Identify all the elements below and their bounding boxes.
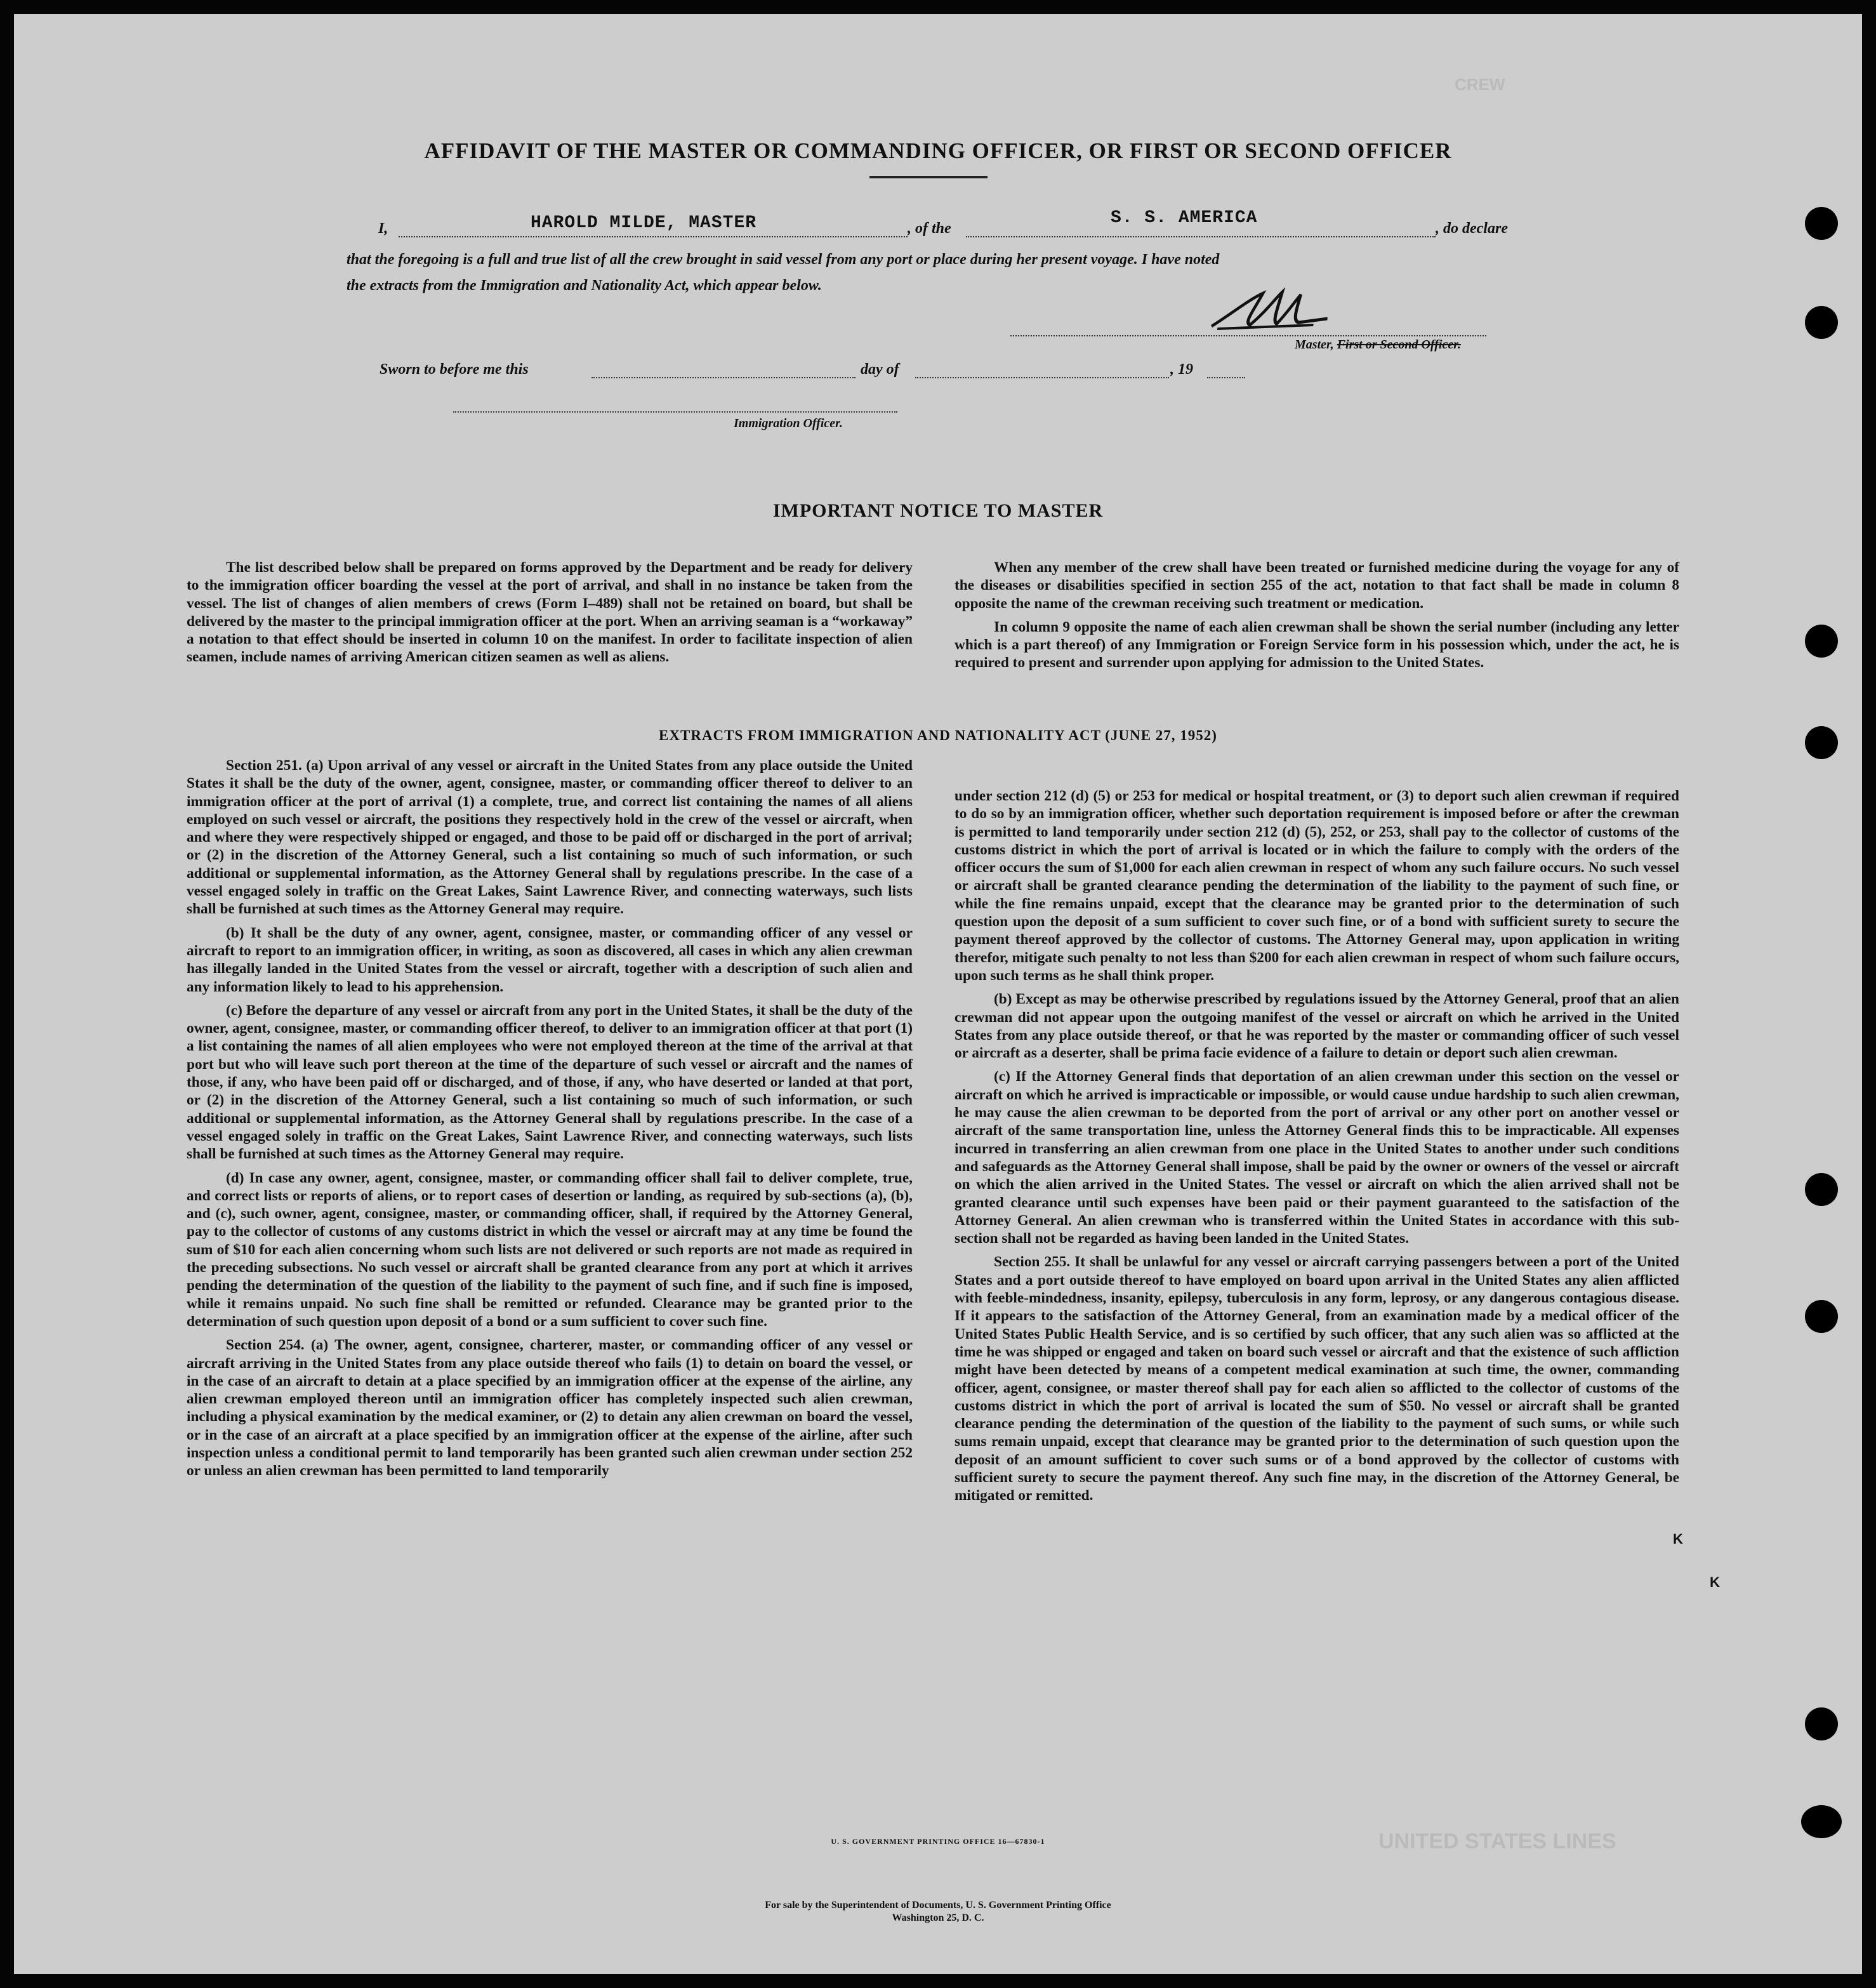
year-label: , 19 (1170, 361, 1193, 378)
sale-notice-line-1: For sale by the Superintendent of Documents, U. S. Government Printing Office (765, 1900, 1111, 1911)
punch-hole (1805, 726, 1838, 759)
section-254-b: (b) Except as may be otherwise prescribed by regulations issued by the Attorney General, proof that an alien crewman did not appear upon the outgoing manifest of the vessel or aircraft on which he arrived in the United States from any place outside thereof, or that he was reported by the master or commanding officer of such vessel or aircraft as a deserter, shall be prima facie evidence of a failure to detain or deport such alien crewman. (955, 991, 1679, 1062)
section-251-b: (b) It shall be the duty of any owner, agent, consignee, master, or commanding officer of any vessel or aircraft to report to an immigration officer, in writing, as soon as discovered, all cases in which any alien crewman has illegally landed in the United States from the vessel or aircraft, together with a description of such alien and any information likely to lead to his apprehension. (187, 924, 913, 995)
document-page (14, 14, 1862, 1974)
sworn-label: Sworn to before me this (380, 361, 529, 378)
section-251-d: (d) In case any owner, agent, consignee, master, or commanding officer shall fail to deliver complete, true, and correct lists or reports of aliens, or to report cases of desertion or landing, as required by sub-sections (a), (b), and (c), such owner, agent, consignee, master, or commanding officer, shall, if required by the Attorney General, pay to the collector of customs of any customs district in which the vessel or aircraft may at any time be found the sum of $10 for each alien concerning whom such lists are not delivered or such reports are not made as required in the preceding subsections. No such vessel or aircraft shall be granted clearance from any port at which it arrives pending the determination of the question of the liability to the payment of such fine, and if such fine is imposed, while it remains unpaid. No such fine shall be remitted or refunded. Clearance may be granted prior to the determination of such question upon deposit of a bond or a sum sufficient to cover such fine. (187, 1169, 913, 1330)
master-label: Master, (1295, 338, 1337, 352)
margin-mark: K (1673, 1531, 1683, 1547)
gpo-imprint: U. S. GOVERNMENT PRINTING OFFICE 16—67830-1 (831, 1837, 1045, 1846)
i-label: I, (378, 220, 388, 237)
affidavit-title: AFFIDAVIT OF THE MASTER OR COMMANDING OFFICER, OR FIRST OR SECOND OFFICER (424, 138, 1452, 163)
extracts-title: EXTRACTS FROM IMMIGRATION AND NATIONALITY ACT (JUNE 27, 1952) (659, 727, 1217, 743)
bleed-through-text: CREW (1455, 75, 1505, 94)
punch-hole (1805, 306, 1838, 339)
day-of-label: day of (861, 361, 899, 378)
section-254-a-continued: under section 212 (d) (5) or 253 for medical or hospital treatment, or (3) to deport such alien crewman if required to do so by an immigration officer, whether such deportation requirement is imposed before or after the crewman is permitted to land temporarily under section 212 (d) (5), 252, or 253, shall pay to the collector of customs of the customs district in which the port of arrival is located or in which the failure to comply with the orders of the officer occurs the sum of $1,000 for each alien crewman in respect of whom any such failure occurs. No such vessel or aircraft shall be granted clearance pending the determination of the liability to the payment of such fine, or while the fine remains unpaid, except that the clearance may be granted prior to the determination of such question upon the deposit of a sum sufficient to cover such fine, or of a bond with sufficient surety to secure the payment thereof approved by the collector of customs. The Attorney General may, upon application in writing therefor, mitigate such penalty to not less than $200 for each alien crewman in respect of whom such failure occurs, upon such terms as he shall think proper. (955, 788, 1679, 984)
punch-hole (1805, 207, 1838, 240)
vessel-name-value: S. S. AMERICA (1111, 208, 1258, 228)
immigration-officer-label: Immigration Officer. (734, 416, 843, 430)
extracts-left-column (187, 757, 913, 1486)
struck-officer-label: First or Second Officer. (1337, 338, 1461, 352)
margin-mark: K (1710, 1574, 1720, 1590)
punch-hole (1805, 1173, 1838, 1206)
extracts-right-column (955, 787, 1679, 1511)
sale-notice-line-2: Washington 25, D. C. (892, 1912, 984, 1923)
signature-line (1010, 335, 1486, 336)
name-line (399, 236, 908, 237)
title-divider (869, 176, 988, 178)
section-254-a: Section 254. (a) The owner, agent, consignee, charterer, master, or commanding officer of any vessel or aircraft arriving in the United States from any place outside thereof who fails (1) to detain on board the vessel, or in the case of an aircraft to detain at a place specified by an immigration officer at the expense of the airline, any alien crewman employed thereon until an immigration officer has completely inspected such alien crewman, including a physical examination by the medical examiner, or (2) to detain any alien crewman on board the vessel, or in the case of an aircraft at a place specified by an immigration officer at the expense of the airline, after such inspection unless a conditional permit to land temporarily has been granted such alien crewman under section 252 or unless an alien crewman has been permitted to land temporarily (187, 1337, 913, 1480)
bleed-through-text: UNITED STATES LINES (1378, 1829, 1616, 1853)
punch-hole (1805, 1707, 1838, 1740)
year-line (1207, 377, 1245, 378)
statement-line-2: the extracts from the Immigration and Nationality Act, which appear below. (347, 277, 822, 294)
section-255: Section 255. It shall be unlawful for any vessel or aircraft carrying passengers between a port of the United States and a port outside thereof to have employed on board upon arrival in the United States any alien afflicted with feeble-mindedness, insanity, epilepsy, tuberculosis in any form, leprosy, or any dangerous contagious disease. If it appears to the satisfaction of the Attorney General, from an examination made by a medical officer of the United States Public Health Service, and is so certified by such officer, that any such alien was so afflicted at the time he was shipped or engaged and taken on board such vessel or aircraft and that the existence of such affliction might have been detected by means of a competent medical examination at such time, the owner, commanding officer, agent, consignee, or master thereof shall pay for each alien so afflicted to the collector of customs of the customs district in which the port of arrival is located the sum of $50. No vessel or aircraft shall be granted clearance pending the determination of the question of the liability to the payment of such sums, or while such sums remain unpaid, except that clearance may be granted prior to the determination of such question upon the deposit of an amount sufficient to cover such sums or of a bond approved by the collector of customs with sufficient surety to secure the payment thereof. Any such fine may, in the discretion of the Attorney General, be mitigated or remitted. (955, 1254, 1679, 1504)
signature-scribble (1203, 287, 1340, 338)
punch-hole (1805, 625, 1838, 658)
section-251-c: (c) Before the departure of any vessel or aircraft from any port in the United States, it shall be the duty of the owner, agent, consignee, master, or commanding officer thereof, to deliver to an immigration officer at that port (1) a list containing the names of all alien employees who were not employed thereon at the time of the arrival at that port but who will leave such port thereon at the time of the departure of such vessel or aircraft and the names of those, if any, who have been paid off or discharged, and of those, if any, who have deserted or landed at that port, or (2) in the discretion of the Attorney General, such a list containing so much of such information, or such additional or supplemental information, as the Attorney General shall by regulations prescribe. In the case of a vessel engaged solely in traffic on the Great Lakes, Saint Lawrence River, and connecting waterways, such lists shall be furnished at such times as the Attorney General may require. (187, 1002, 913, 1163)
signature-caption (1295, 338, 1461, 352)
notice-right-paragraph-2: In column 9 opposite the name of each alien crewman shall be shown the serial number (including any letter which is a part thereof) of any Immigration or Foreign Service form in his possession which, under the act, he is required to present and surrender upon applying for admission to the United States. (955, 618, 1679, 672)
immigration-officer-line (453, 411, 897, 413)
master-name-value: HAROLD MILDE, MASTER (531, 213, 757, 233)
notice-right-paragraph-1: When any member of the crew shall have been treated or furnished medicine during the voyage for any of the diseases or disabilities specified in section 255 of the act, notation to that fact shall be made in column 8 opposite the name of the crewman receiving such treatment or medication. (955, 559, 1679, 612)
vessel-line (966, 236, 1436, 237)
sworn-month-line (915, 377, 1169, 378)
punch-hole (1805, 1300, 1838, 1333)
notice-right-column (955, 559, 1679, 678)
sale-notice (14, 1899, 1862, 1925)
statement-line-1: that the foregoing is a full and true list of all the crew brought in said vessel from any port or place during her present voyage. I have noted (347, 251, 1220, 268)
of-the-label: , of the (908, 220, 951, 237)
sworn-day-line (591, 377, 855, 378)
notice-left-column (187, 559, 913, 672)
notice-left-paragraph: The list described below shall be prepared on forms approved by the Department and be ready for delivery to the immigration officer boarding the vessel at the port of arrival, and shall in no instance be taken from the vessel. The list of changes of alien members of crews (Form I–489) shall not be retained on board, but shall be delivered by the master to the principal immigration officer at the port. When an arriving seaman is a “workaway” a notation to that effect should be inserted in column 10 on the manifest. In order to facilitate inspection of alien seamen, include names of arriving American citizen seamen as well as aliens. (187, 559, 913, 666)
section-251-a: Section 251. (a) Upon arrival of any vessel or aircraft in the United States from any place outside the United States it shall be the duty of the owner, agent, consignee, master, or commanding officer thereof to deliver to an immigration officer at the port of arrival (1) a complete, true, and correct list containing the names of all aliens employed on such vessel or aircraft, the positions they respectively hold in the crew of the vessel or aircraft, when and where they were respectively shipped or engaged, and those to be paid off or discharged in the port of arrival; or (2) in the discretion of the Attorney General, such a list containing so much of such information, or such additional or supplemental information, as the Attorney General shall by regulations prescribe. In the case of a vessel engaged solely in traffic on the Great Lakes, Saint Lawrence River, and connecting waterways, such lists shall be furnished at such times as the Attorney General may require. (187, 757, 913, 918)
section-254-c: (c) If the Attorney General finds that deportation of an alien crewman under this section on the vessel or aircraft on which he arrived is impracticable or impossible, or would cause undue hardship to such alien crewman, he may cause the alien crewman to be deported from the port of arrival or any other port on another vessel or aircraft of the same transportation line, unless the Attorney General finds this to be impracticable. All expenses incurred in transferring an alien crewman from one place in the United States to another under such conditions and safeguards as the Attorney General shall impose, shall be paid by the owner or owners of the vessel or aircraft on which the alien arrived in the United States. The vessel or aircraft on which the alien arrived shall not be granted clearance until such expenses have been paid or their payment guaranteed to the satisfaction of the Attorney General. An alien crewman who is transferred within the United States in accordance with this sub-section shall not be regarded as having been landed in the United States. (955, 1068, 1679, 1247)
punch-hole (1801, 1805, 1842, 1838)
declare-label: , do declare (1436, 220, 1508, 237)
notice-title: IMPORTANT NOTICE TO MASTER (772, 500, 1104, 521)
